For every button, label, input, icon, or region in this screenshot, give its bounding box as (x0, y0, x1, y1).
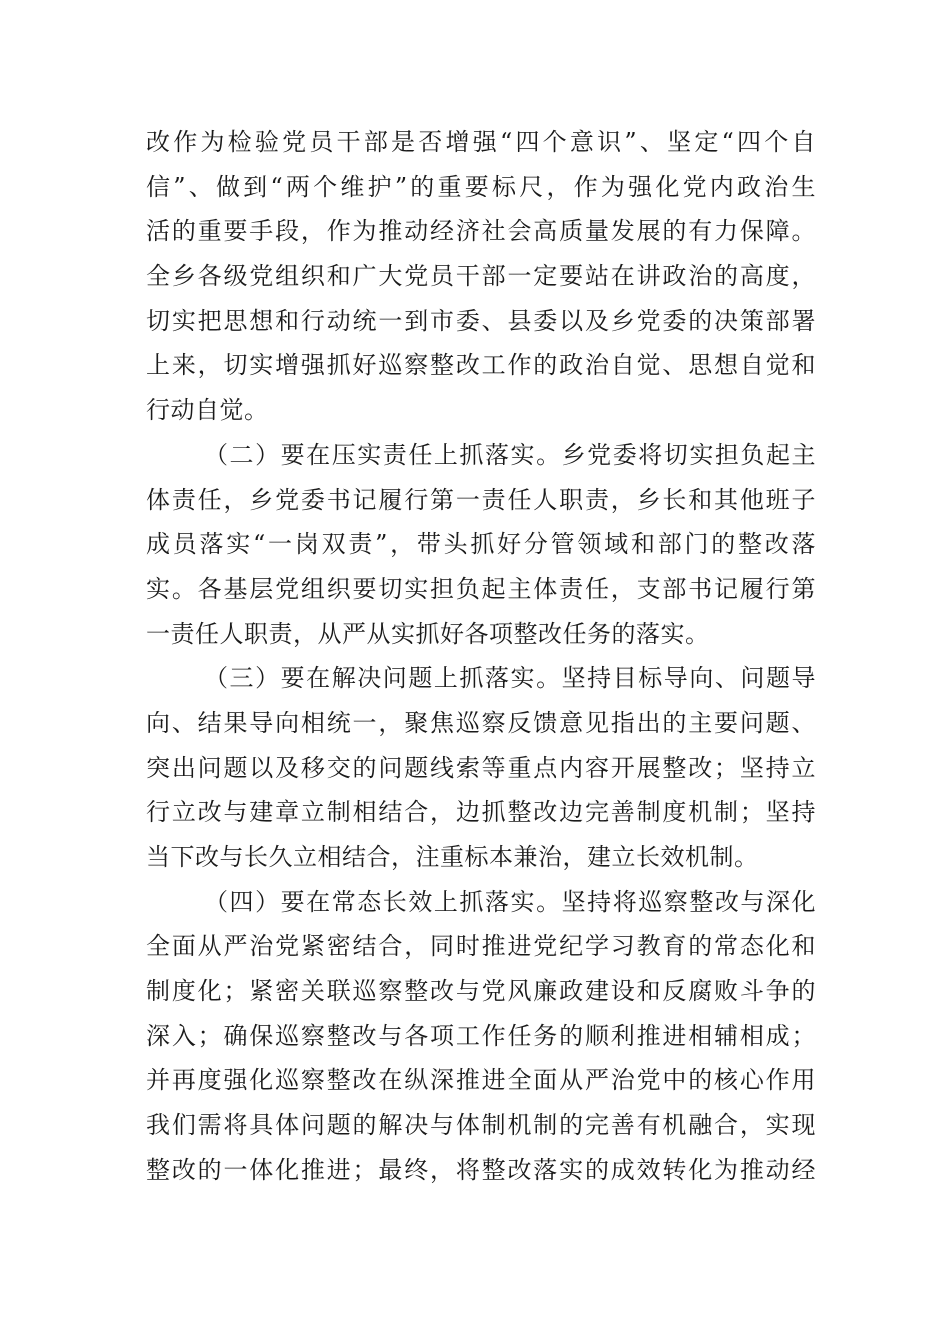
text-line: 我们需将具体问题的解决与体制机制的完善有机融合，实现 (146, 1111, 816, 1140)
text-line: 整改的一体化推进；最终，将整改落实的成效转化为推动经 (146, 1155, 816, 1184)
text-line: （三）要在解决问题上抓落实。坚持目标导向、问题导 (204, 664, 816, 693)
text-line: 体责任，乡党委书记履行第一责任人职责，乡长和其他班子 (146, 485, 816, 514)
text-line: 向、结果导向相统一，聚焦巡察反馈意见指出的主要问题、 (146, 708, 816, 737)
text-line: 切实把思想和行动统一到市委、县委以及乡党委的决策部署 (146, 306, 816, 335)
text-line: 深入；确保巡察整改与各项工作任务的顺利推进相辅相成； (146, 1021, 816, 1050)
text-line: 活的重要手段，作为推动经济社会高质量发展的有力保障。 (146, 217, 816, 246)
document-body (146, 120, 816, 1193)
text-line: 突出问题以及移交的问题线索等重点内容开展整改；坚持立 (146, 753, 816, 782)
text-line: 上来，切实增强抓好巡察整改工作的政治自觉、思想自觉和 (146, 351, 816, 380)
text-line: 当下改与长久立相结合，注重标本兼治，建立长效机制。 (146, 843, 759, 871)
text-line: 一责任人职责，从严从实抓好各项整改任务的落实。 (146, 619, 710, 648)
text-line: 全面从严治党紧密结合，同时推进党纪学习教育的常态化和 (146, 932, 816, 961)
text-line: （四）要在常态长效上抓落实。坚持将巡察整改与深化 (204, 887, 816, 916)
text-line: 并再度强化巡察整改在纵深推进全面从严治党中的核心作用 (146, 1066, 816, 1095)
text-line: 改作为检验党员干部是否增强“四个意识”、坚定“四个自 (146, 128, 816, 156)
text-line: 制度化；紧密关联巡察整改与党风廉政建设和反腐败斗争的 (146, 977, 816, 1006)
text-line: 信”、做到“两个维护”的重要标尺，作为强化党内政治生 (146, 172, 816, 201)
text-line: 实。各基层党组织要切实担负起主体责任，支部书记履行第 (146, 574, 816, 603)
text-line: 全乡各级党组织和广大党员干部一定要站在讲政治的高度， (146, 262, 816, 291)
text-line: （二）要在压实责任上抓落实。乡党委将切实担负起主 (204, 440, 816, 469)
text-line: 成员落实“一岗双责”，带头抓好分管领域和部门的整改落 (146, 530, 816, 559)
text-line: 行立改与建章立制相结合，边抓整改边完善制度机制；坚持 (146, 798, 816, 827)
text-line: 行动自觉。 (146, 396, 269, 425)
